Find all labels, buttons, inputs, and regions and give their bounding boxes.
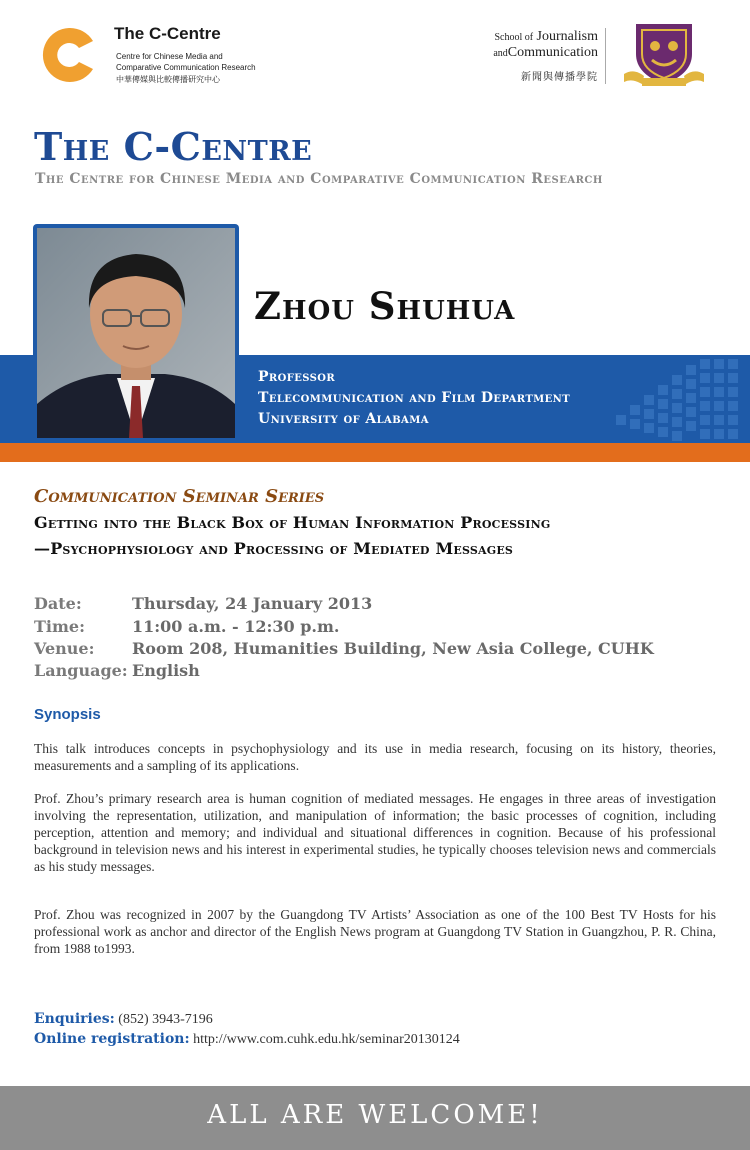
enquiries-phone: (852) 3943-7196 xyxy=(118,1012,213,1027)
time-value: 11:00 a.m. - 12:30 p.m. xyxy=(132,617,340,636)
footer-welcome-text: ALL ARE WELCOME! xyxy=(207,1100,543,1130)
school-logo-prefix-1: School of xyxy=(494,32,534,43)
seminar-series-label: Communication Seminar Series xyxy=(34,486,325,507)
talk-title-line-1: Getting into the Black Box of Human Information Processing xyxy=(34,513,551,532)
date-value: Thursday, 24 January 2013 xyxy=(132,594,373,613)
c-centre-logo-icon xyxy=(38,24,100,86)
band-pattern-decoration xyxy=(610,355,750,443)
registration-link[interactable]: http://www.com.cuhk.edu.hk/seminar20130124 xyxy=(193,1032,460,1047)
orange-band xyxy=(0,443,750,462)
cuhk-crest-icon xyxy=(622,20,706,88)
synopsis-paragraph: Prof. Zhou was recognized in 2007 by the Guangdong TV Artists’ Association as one of the 100 Best TV Hosts for his professional work as anchor and director of the English News program at Guangdong TV Station in Guangzhou, P. R. China, from 1988 to1993. xyxy=(34,907,716,956)
speaker-title: Professor xyxy=(258,369,336,385)
speaker-photo xyxy=(37,228,235,438)
centre-title: The C-Centre xyxy=(34,124,313,169)
school-logo-prefix-2: and xyxy=(493,48,508,59)
registration-line xyxy=(34,1031,460,1048)
synopsis-paragraph: This talk introduces concepts in psychophysiology and its use in media research, focusing on its history, theories, measurements and a sampling of its applications. xyxy=(34,741,716,773)
centre-subtitle: The Centre for Chinese Media and Comparative Communication Research xyxy=(35,171,603,187)
synopsis-paragraph: Prof. Zhou’s primary research area is human cognition of mediated messages. He engages in three areas of investigation involving the representation, utilization, and manipulation of information; the basic processes of cognition, including perception, attention and memory; and individual and situational differences in cognition. Because of his professional background in television news and his interest in experimental studies, he typically chooses television news and commercials as his study messages. xyxy=(34,791,716,874)
speaker-name: Zhou Shuhua xyxy=(254,284,516,328)
registration-label: Online registration: xyxy=(34,1031,190,1047)
school-logo-line-2 xyxy=(470,45,598,61)
c-centre-logo-subtitle-1: Centre for Chinese Media and xyxy=(116,52,223,61)
enquiries-label: Enquiries: xyxy=(34,1011,115,1027)
logo-divider xyxy=(605,28,606,84)
c-centre-logo-chinese-name: 中華傳媒與比較傳播研究中心 xyxy=(116,75,220,84)
speaker-department: Telecommunication and Film Department xyxy=(258,390,571,406)
talk-title-line-2: —Psychophysiology and Processing of Mediated Messages xyxy=(34,539,514,558)
school-logo-line-1 xyxy=(470,29,598,45)
synopsis-heading: Synopsis xyxy=(34,706,101,723)
language-value: English xyxy=(132,661,200,680)
school-logo-chinese-name: 新聞與傳播學院 xyxy=(521,72,598,83)
venue-value: Room 208, Humanities Building, New Asia College, CUHK xyxy=(132,639,654,658)
speaker-university: University of Alabama xyxy=(258,411,429,427)
school-logo-main-2: Communication xyxy=(507,45,598,60)
date-label: Date: xyxy=(34,594,82,613)
time-label: Time: xyxy=(34,617,85,636)
enquiries-line xyxy=(34,1011,213,1028)
school-logo-main-1: Journalism xyxy=(536,29,598,44)
c-centre-logo-title: The C-Centre xyxy=(114,24,221,43)
venue-label: Venue: xyxy=(34,639,95,658)
language-label: Language: xyxy=(34,661,128,680)
c-centre-logo-subtitle-2: Comparative Communication Research xyxy=(116,63,256,72)
